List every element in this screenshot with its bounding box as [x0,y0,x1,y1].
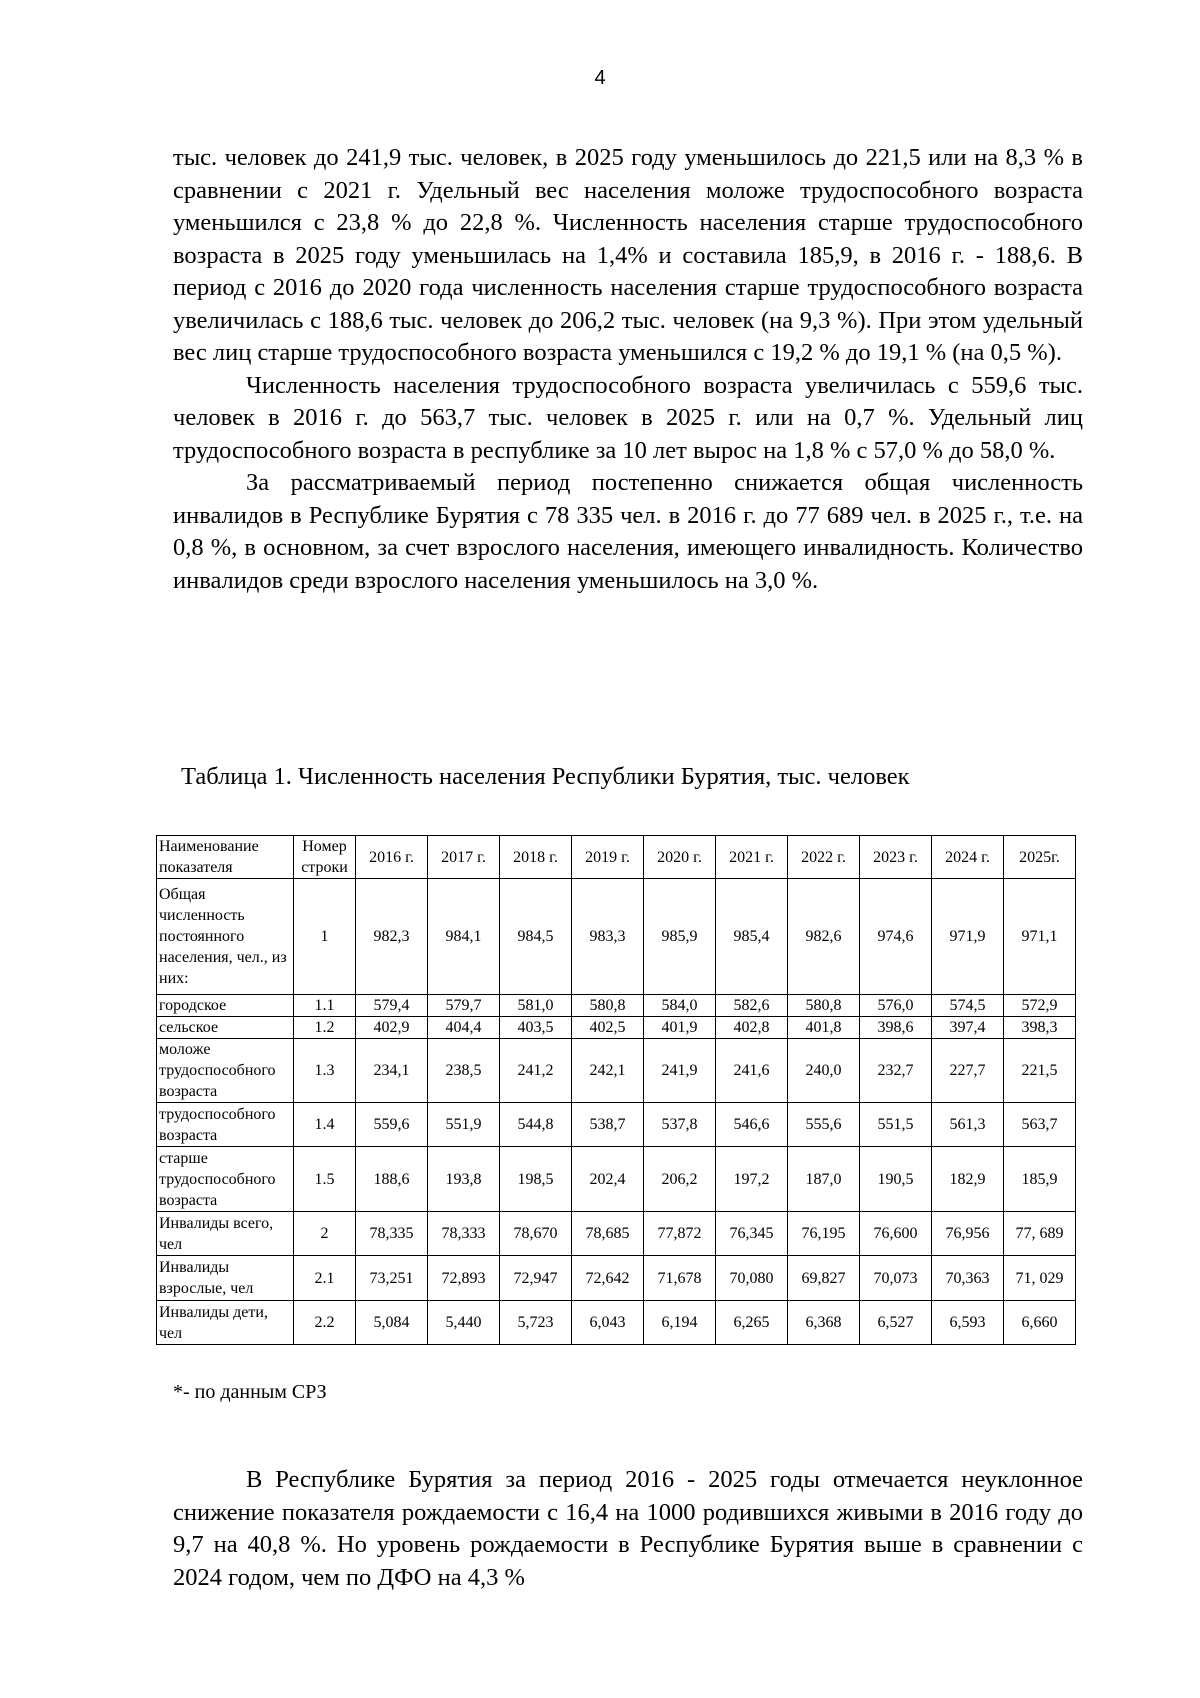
header-year-cell: 2020 г. [644,836,716,879]
table-row [157,1147,1076,1212]
row-num-cell: 2.2 [294,1301,356,1345]
row-num-cell: 1.5 [294,1147,356,1212]
value-cell: 241,6 [716,1039,788,1103]
value-cell: 76,956 [932,1212,1004,1256]
table-row [157,1212,1076,1256]
value-cell: 984,1 [428,879,500,995]
value-cell: 572,9 [1004,995,1076,1017]
table-row [157,1301,1076,1345]
value-cell: 971,1 [1004,879,1076,995]
value-cell: 580,8 [572,995,644,1017]
value-cell: 5,084 [356,1301,428,1345]
value-cell: 72,642 [572,1256,644,1301]
row-name-cell: старше трудоспособного возраста [157,1147,294,1212]
value-cell: 70,080 [716,1256,788,1301]
row-num-cell: 1.2 [294,1017,356,1039]
value-cell: 580,8 [788,995,860,1017]
value-cell: 581,0 [500,995,572,1017]
value-cell: 538,7 [572,1103,644,1147]
value-cell: 76,345 [716,1212,788,1256]
row-num-cell: 2.1 [294,1256,356,1301]
value-cell: 182,9 [932,1147,1004,1212]
row-name-cell: Инвалиды взрослые, чел [157,1256,294,1301]
row-num-cell: 1 [294,879,356,995]
header-year-cell: 2024 г. [932,836,1004,879]
value-cell: 76,195 [788,1212,860,1256]
value-cell: 69,827 [788,1256,860,1301]
header-year-cell: 2023 г. [860,836,932,879]
paragraph-1: тыс. человек до 241,9 тыс. человек, в 2025 году уменьшилось до 221,5 или на 8,3 % в сравнении с 2021 г. Удельный вес населения моложе трудоспособного возраста уменьшился с 23,8 % до 22,8 %. Численность населения старше трудоспособного возраста в 2025 году уменьшилась на 1,4% и составила 185,9, в 2016 г. - 188,6. В период с 2016 до 2020 года численность населения старше трудоспособного возраста увеличилась с 188,6 тыс. человек до 206,2 тыс. человек (на 9,3 %). При этом удельный вес лиц старше трудоспособного возраста уменьшился с 19,2 % до 19,1 % (на 0,5 %). [173,144,1083,366]
value-cell: 240,0 [788,1039,860,1103]
value-cell: 190,5 [860,1147,932,1212]
row-name-cell: сельское [157,1017,294,1039]
value-cell: 242,1 [572,1039,644,1103]
value-cell: 234,1 [356,1039,428,1103]
value-cell: 6,265 [716,1301,788,1345]
value-cell: 398,3 [1004,1017,1076,1039]
value-cell: 188,6 [356,1147,428,1212]
value-cell: 982,3 [356,879,428,995]
value-cell: 238,5 [428,1039,500,1103]
value-cell: 402,5 [572,1017,644,1039]
value-cell: 982,6 [788,879,860,995]
value-cell: 187,0 [788,1147,860,1212]
table-row [157,995,1076,1017]
table-row [157,1017,1076,1039]
row-num-cell: 1.3 [294,1039,356,1103]
value-cell: 401,9 [644,1017,716,1039]
header-year-cell: 2025г. [1004,836,1076,879]
value-cell: 78,670 [500,1212,572,1256]
header-year-cell: 2017 г. [428,836,500,879]
table-row [157,879,1076,995]
value-cell: 983,3 [572,879,644,995]
value-cell: 72,947 [500,1256,572,1301]
page-number: 4 [594,67,606,89]
value-cell: 78,333 [428,1212,500,1256]
population-table [156,835,1076,1345]
value-cell: 193,8 [428,1147,500,1212]
paragraph-3: За рассматриваемый период постепенно снижается общая численность инвалидов в Республике Бурятия с 78 335 чел. в 2016 г. до 77 689 чел. в 2025 г., т.е. на 0,8 %, в основном, за счет взрослого населения, имеющего инвалидность. Количество инвалидов среди взрослого населения уменьшилось на 3,0 %. [173,469,1083,594]
table-row [157,1103,1076,1147]
value-cell: 77, 689 [1004,1212,1076,1256]
value-cell: 397,4 [932,1017,1004,1039]
value-cell: 198,5 [500,1147,572,1212]
value-cell: 6,527 [860,1301,932,1345]
header-year-cell: 2019 г. [572,836,644,879]
row-name-cell: Инвалиды дети, чел [157,1301,294,1345]
header-name-cell: Наименование показателя [157,836,294,879]
value-cell: 78,685 [572,1212,644,1256]
header-year-cell: 2021 г. [716,836,788,879]
row-name-cell: трудоспособного возраста [157,1103,294,1147]
value-cell: 563,7 [1004,1103,1076,1147]
value-cell: 232,7 [860,1039,932,1103]
top-text-block [173,142,1083,597]
value-cell: 985,9 [644,879,716,995]
value-cell: 6,043 [572,1301,644,1345]
bottom-paragraph: В Республике Бурятия за период 2016 - 2025 годы отмечается неуклонное снижение показателя рождаемости с 16,4 на 1000 родившихся живыми в 2016 году до 9,7 на 40,8 %. Но уровень рождаемости в Республике Бурятия выше в сравнении с 2024 годом, чем по ДФО на 4,3 % [173,1466,1083,1591]
value-cell: 546,6 [716,1103,788,1147]
table-row [157,1256,1076,1301]
value-cell: 582,6 [716,995,788,1017]
value-cell: 537,8 [644,1103,716,1147]
value-cell: 70,363 [932,1256,1004,1301]
value-cell: 71, 029 [1004,1256,1076,1301]
value-cell: 78,335 [356,1212,428,1256]
value-cell: 402,9 [356,1017,428,1039]
value-cell: 241,9 [644,1039,716,1103]
value-cell: 5,440 [428,1301,500,1345]
value-cell: 985,4 [716,879,788,995]
value-cell: 561,3 [932,1103,1004,1147]
value-cell: 404,4 [428,1017,500,1039]
header-year-cell: 2018 г. [500,836,572,879]
value-cell: 221,5 [1004,1039,1076,1103]
value-cell: 555,6 [788,1103,860,1147]
row-name-cell: моложе трудоспособного возраста [157,1039,294,1103]
header-num-cell: Номер строки [294,836,356,879]
paragraph-2: Численность населения трудоспособного возраста увеличилась с 559,6 тыс. человек в 2016 г. до 563,7 тыс. человек в 2025 г. или на 0,7 %. Удельный лиц трудоспособного возраста в республике за 10 лет вырос на 1,8 % с 57,0 % до 58,0 %. [173,371,1083,464]
value-cell: 202,4 [572,1147,644,1212]
value-cell: 197,2 [716,1147,788,1212]
value-cell: 72,893 [428,1256,500,1301]
row-num-cell: 2 [294,1212,356,1256]
value-cell: 551,9 [428,1103,500,1147]
value-cell: 398,6 [860,1017,932,1039]
value-cell: 6,194 [644,1301,716,1345]
value-cell: 401,8 [788,1017,860,1039]
value-cell: 6,368 [788,1301,860,1345]
value-cell: 403,5 [500,1017,572,1039]
value-cell: 70,073 [860,1256,932,1301]
value-cell: 185,9 [1004,1147,1076,1212]
value-cell: 584,0 [644,995,716,1017]
value-cell: 971,9 [932,879,1004,995]
value-cell: 6,660 [1004,1301,1076,1345]
table-header-row [157,836,1076,879]
value-cell: 551,5 [860,1103,932,1147]
value-cell: 974,6 [860,879,932,995]
value-cell: 76,600 [860,1212,932,1256]
value-cell: 71,678 [644,1256,716,1301]
table-caption: Таблица 1. Численность населения Республики Бурятия, тыс. человек [181,763,910,790]
header-year-cell: 2016 г. [356,836,428,879]
row-num-cell: 1.4 [294,1103,356,1147]
value-cell: 576,0 [860,995,932,1017]
row-num-cell: 1.1 [294,995,356,1017]
row-name-cell: Инвалиды всего, чел [157,1212,294,1256]
value-cell: 984,5 [500,879,572,995]
value-cell: 579,7 [428,995,500,1017]
table-row [157,1039,1076,1103]
value-cell: 579,4 [356,995,428,1017]
table-body [157,879,1076,1345]
value-cell: 241,2 [500,1039,572,1103]
value-cell: 544,8 [500,1103,572,1147]
value-cell: 5,723 [500,1301,572,1345]
header-year-cell: 2022 г. [788,836,860,879]
table-footnote: *- по данным СРЗ [173,1381,327,1403]
value-cell: 6,593 [932,1301,1004,1345]
value-cell: 206,2 [644,1147,716,1212]
value-cell: 227,7 [932,1039,1004,1103]
value-cell: 77,872 [644,1212,716,1256]
value-cell: 559,6 [356,1103,428,1147]
row-name-cell: Общая численность постоянного населения, чел., из них: [157,879,294,995]
row-name-cell: городское [157,995,294,1017]
value-cell: 402,8 [716,1017,788,1039]
value-cell: 574,5 [932,995,1004,1017]
value-cell: 73,251 [356,1256,428,1301]
